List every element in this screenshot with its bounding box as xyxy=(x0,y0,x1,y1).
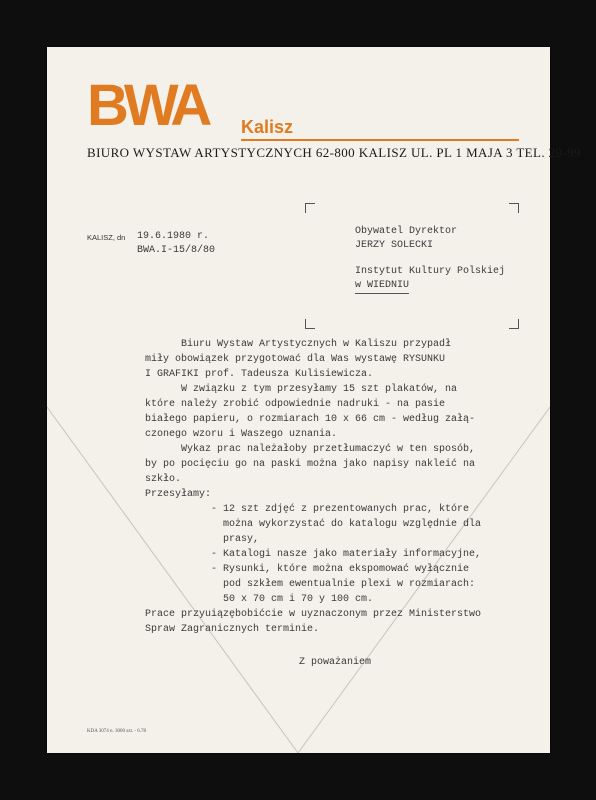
body-line: białego papieru, o rozmiarach 10 x 66 cm - według załą- xyxy=(145,414,476,425)
letterhead-address: BIURO WYSTAW ARTYSTYCZNYCH 62-800 KALISZ UL. PL 1 MAJA 3 TEL. 29-99 xyxy=(87,145,581,160)
recipient-line: JERZY SOLECKI xyxy=(355,240,434,251)
body-line: W związku z tym przesyłamy 15 szt plakatów, na xyxy=(145,384,458,395)
recipient-line: Instytut Kultury Polskiej xyxy=(355,266,506,277)
list-item: prasy, xyxy=(211,534,260,545)
signoff: Z poważaniem xyxy=(299,657,372,668)
body-line: miły obowiązek przygotować dla Was wystawę RYSUNKU xyxy=(145,354,446,365)
bwa-logo: BWA xyxy=(87,73,208,138)
letterhead-rule xyxy=(241,139,519,141)
city-name: Kalisz xyxy=(241,117,294,137)
body-line: Wykaz prac należałoby przetłumaczyć w ten sposób, xyxy=(145,444,476,455)
recipient-block xyxy=(355,224,505,292)
body-line: by po pocięciu go na paski można jako napisy nakleić na xyxy=(145,459,476,470)
list-item: 50 x 70 cm i 70 y 100 cm. xyxy=(211,594,374,605)
sending-label: Przesyłamy: xyxy=(145,489,212,500)
list-item: - 12 szt zdjęć z prezentowanych prac, które xyxy=(211,504,470,515)
recipient-city: w WIEDNIU xyxy=(355,278,409,294)
letter-date: 19.6.1980 r. xyxy=(137,231,210,242)
enclosures-list xyxy=(211,502,535,607)
list-item: można wykorzystać do katalogu względnie dla xyxy=(211,519,482,530)
address-window-corner xyxy=(509,203,519,213)
recipient-line xyxy=(355,252,505,264)
body-line: I GRAFIKI prof. Tadeusza Kulisiewicza. xyxy=(145,369,374,380)
letter-paper xyxy=(47,47,581,753)
address-window-corner xyxy=(305,203,315,213)
recipient-line: Obywatel Dyrektor xyxy=(355,226,458,237)
list-item: - Rysunki, które można ekspomować wyłącznie xyxy=(211,564,470,575)
body-line: Spraw Zagranicznych terminie. xyxy=(145,624,320,635)
address-window-corner xyxy=(509,319,519,329)
list-item: pod szkłem ewentualnie plexi w rozmiarach: xyxy=(211,579,476,590)
body-line: szkło. xyxy=(145,474,182,485)
body-line: które należy zrobić odpowiednie nadruki - na pasie xyxy=(145,399,446,410)
recipient-line xyxy=(355,278,505,292)
list-item: - Katalogi nasze jako materiały informacyjne, xyxy=(211,549,482,560)
reference-number: BWA.I-15/8/80 xyxy=(137,245,216,256)
address-window-corner xyxy=(305,319,315,329)
letter-body xyxy=(145,337,535,637)
body-line: Biuru Wystaw Artystycznych w Kaliszu przypadł xyxy=(145,339,452,350)
place-date-label: KALISZ, dn xyxy=(87,233,126,242)
body-line: czonego wzoru i Waszego uznania. xyxy=(145,429,338,440)
body-line: Prace przyuiązębobićcie w uyznaczonym przez Ministerstwo xyxy=(145,609,482,620)
print-code: KDA 3074 n. 3000 szt. - 6.78 xyxy=(87,729,147,734)
